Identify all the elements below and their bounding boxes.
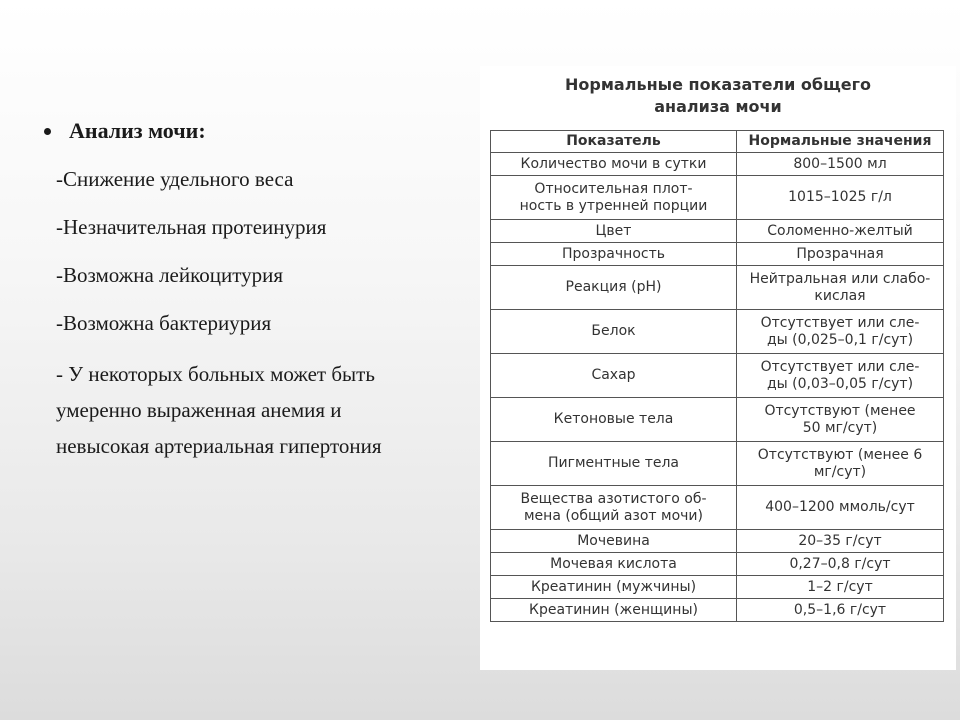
indicator-cell (491, 354, 737, 398)
indicator-cell (491, 530, 737, 553)
table-row (491, 266, 944, 310)
cell-text: кислая (814, 287, 866, 304)
header-normal-values: Нормальные значения (737, 131, 944, 153)
table-row (491, 576, 944, 599)
cell-text: Креатинин (мужчины) (530, 578, 697, 595)
cell-text: ность в утренней порции (519, 197, 708, 214)
cell-text: 800–1500 мл (793, 155, 887, 172)
table-row (491, 398, 944, 442)
table-body (491, 153, 944, 622)
table-row (491, 354, 944, 398)
cell-text: 20–35 г/сут (798, 532, 882, 549)
urine-analysis-text (40, 118, 480, 482)
cell-text: Прозрачность (562, 245, 665, 262)
table-row (491, 310, 944, 354)
cell-text: Нейтральная или слабо- (749, 270, 931, 287)
cell-text: Реакция (рН) (565, 279, 662, 295)
value-cell (737, 486, 944, 530)
cell-text: 50 мг/сут) (802, 419, 878, 436)
paragraph-line: невысокая артериальная гипертония (56, 434, 382, 458)
table-row (491, 530, 944, 553)
indicator-cell (491, 576, 737, 599)
value-cell (737, 576, 944, 599)
cell-text: Относительная плот- (534, 180, 693, 197)
cell-text: 400–1200 ммоль/сут (765, 499, 915, 515)
heading-text: Анализ мочи: (69, 118, 206, 143)
indicator-cell (491, 310, 737, 354)
table-header-row (491, 131, 944, 153)
table-row (491, 442, 944, 486)
cell-text: 0,5–1,6 г/сут (793, 601, 887, 618)
cell-text: Отсутствует или сле- (760, 358, 920, 375)
value-cell (737, 220, 944, 243)
finding-line: -Незначительная протеинурия (56, 215, 327, 239)
indicator-cell (491, 599, 737, 622)
header-indicator: Показатель (491, 131, 737, 153)
cell-text: 1–2 г/сут (807, 578, 873, 595)
cell-text: мг/сут) (813, 463, 867, 480)
value-cell (737, 153, 944, 176)
cell-text: Прозрачная (796, 245, 884, 262)
cell-text: 1015–1025 г/л (788, 189, 892, 205)
value-cell (737, 310, 944, 354)
cell-text: Отсутствует или сле- (760, 314, 920, 331)
cell-text: 0,27–0,8 г/сут (789, 555, 891, 572)
normal-values-table (490, 130, 944, 622)
table-title-line: анализа мочи (654, 97, 782, 116)
finding-line: -Возможна лейкоцитурия (56, 263, 284, 287)
indicator-cell (491, 176, 737, 220)
cell-text: мена (общий азот мочи) (523, 507, 703, 524)
table-row (491, 486, 944, 530)
reference-table-panel (480, 66, 956, 670)
cell-text: ды (0,03–0,05 г/сут) (766, 375, 914, 392)
value-cell (737, 398, 944, 442)
value-cell (737, 354, 944, 398)
value-cell (737, 442, 944, 486)
table-title-line: Нормальные показатели общего (565, 75, 871, 94)
paragraph-line: умеренно выраженная анемия и (56, 398, 342, 422)
indicator-cell (491, 243, 737, 266)
value-cell (737, 243, 944, 266)
cell-text: Белок (591, 323, 636, 339)
table-row (491, 176, 944, 220)
cell-text: Отсутствуют (менее (764, 402, 916, 419)
value-cell (737, 266, 944, 310)
indicator-cell (491, 398, 737, 442)
value-cell (737, 553, 944, 576)
indicator-cell (491, 220, 737, 243)
indicator-cell (491, 442, 737, 486)
cell-text: Кетоновые тела (553, 411, 674, 427)
finding-paragraph (56, 356, 480, 464)
bullet-heading (40, 118, 480, 144)
table-title (480, 74, 956, 118)
cell-text: Количество мочи в сутки (520, 155, 707, 172)
cell-text: Отсутствуют (менее 6 (757, 446, 923, 463)
cell-text: Мочевина (577, 532, 650, 549)
paragraph-line: - У некоторых больных может быть (56, 362, 375, 386)
bullet-dot-icon (44, 128, 51, 135)
table-row (491, 599, 944, 622)
finding-line: -Возможна бактериурия (56, 311, 272, 335)
cell-text: ды (0,025–0,1 г/сут) (766, 331, 914, 348)
cell-text: Пигментные тела (547, 455, 680, 471)
indicator-cell (491, 486, 737, 530)
cell-text: Вещества азотистого об- (520, 490, 707, 507)
table-row (491, 243, 944, 266)
table-row (491, 553, 944, 576)
table-row (491, 153, 944, 176)
finding-line: -Снижение удельного веса (56, 167, 294, 191)
cell-text: Креатинин (женщины) (529, 601, 698, 618)
value-cell (737, 599, 944, 622)
indicator-cell (491, 153, 737, 176)
cell-text: Соломенно-желтый (767, 222, 913, 239)
cell-text: Сахар (591, 367, 636, 383)
indicator-cell (491, 266, 737, 310)
cell-text: Цвет (595, 222, 632, 239)
value-cell (737, 530, 944, 553)
value-cell (737, 176, 944, 220)
indicator-cell (491, 553, 737, 576)
table-row (491, 220, 944, 243)
cell-text: Мочевая кислота (550, 555, 677, 572)
